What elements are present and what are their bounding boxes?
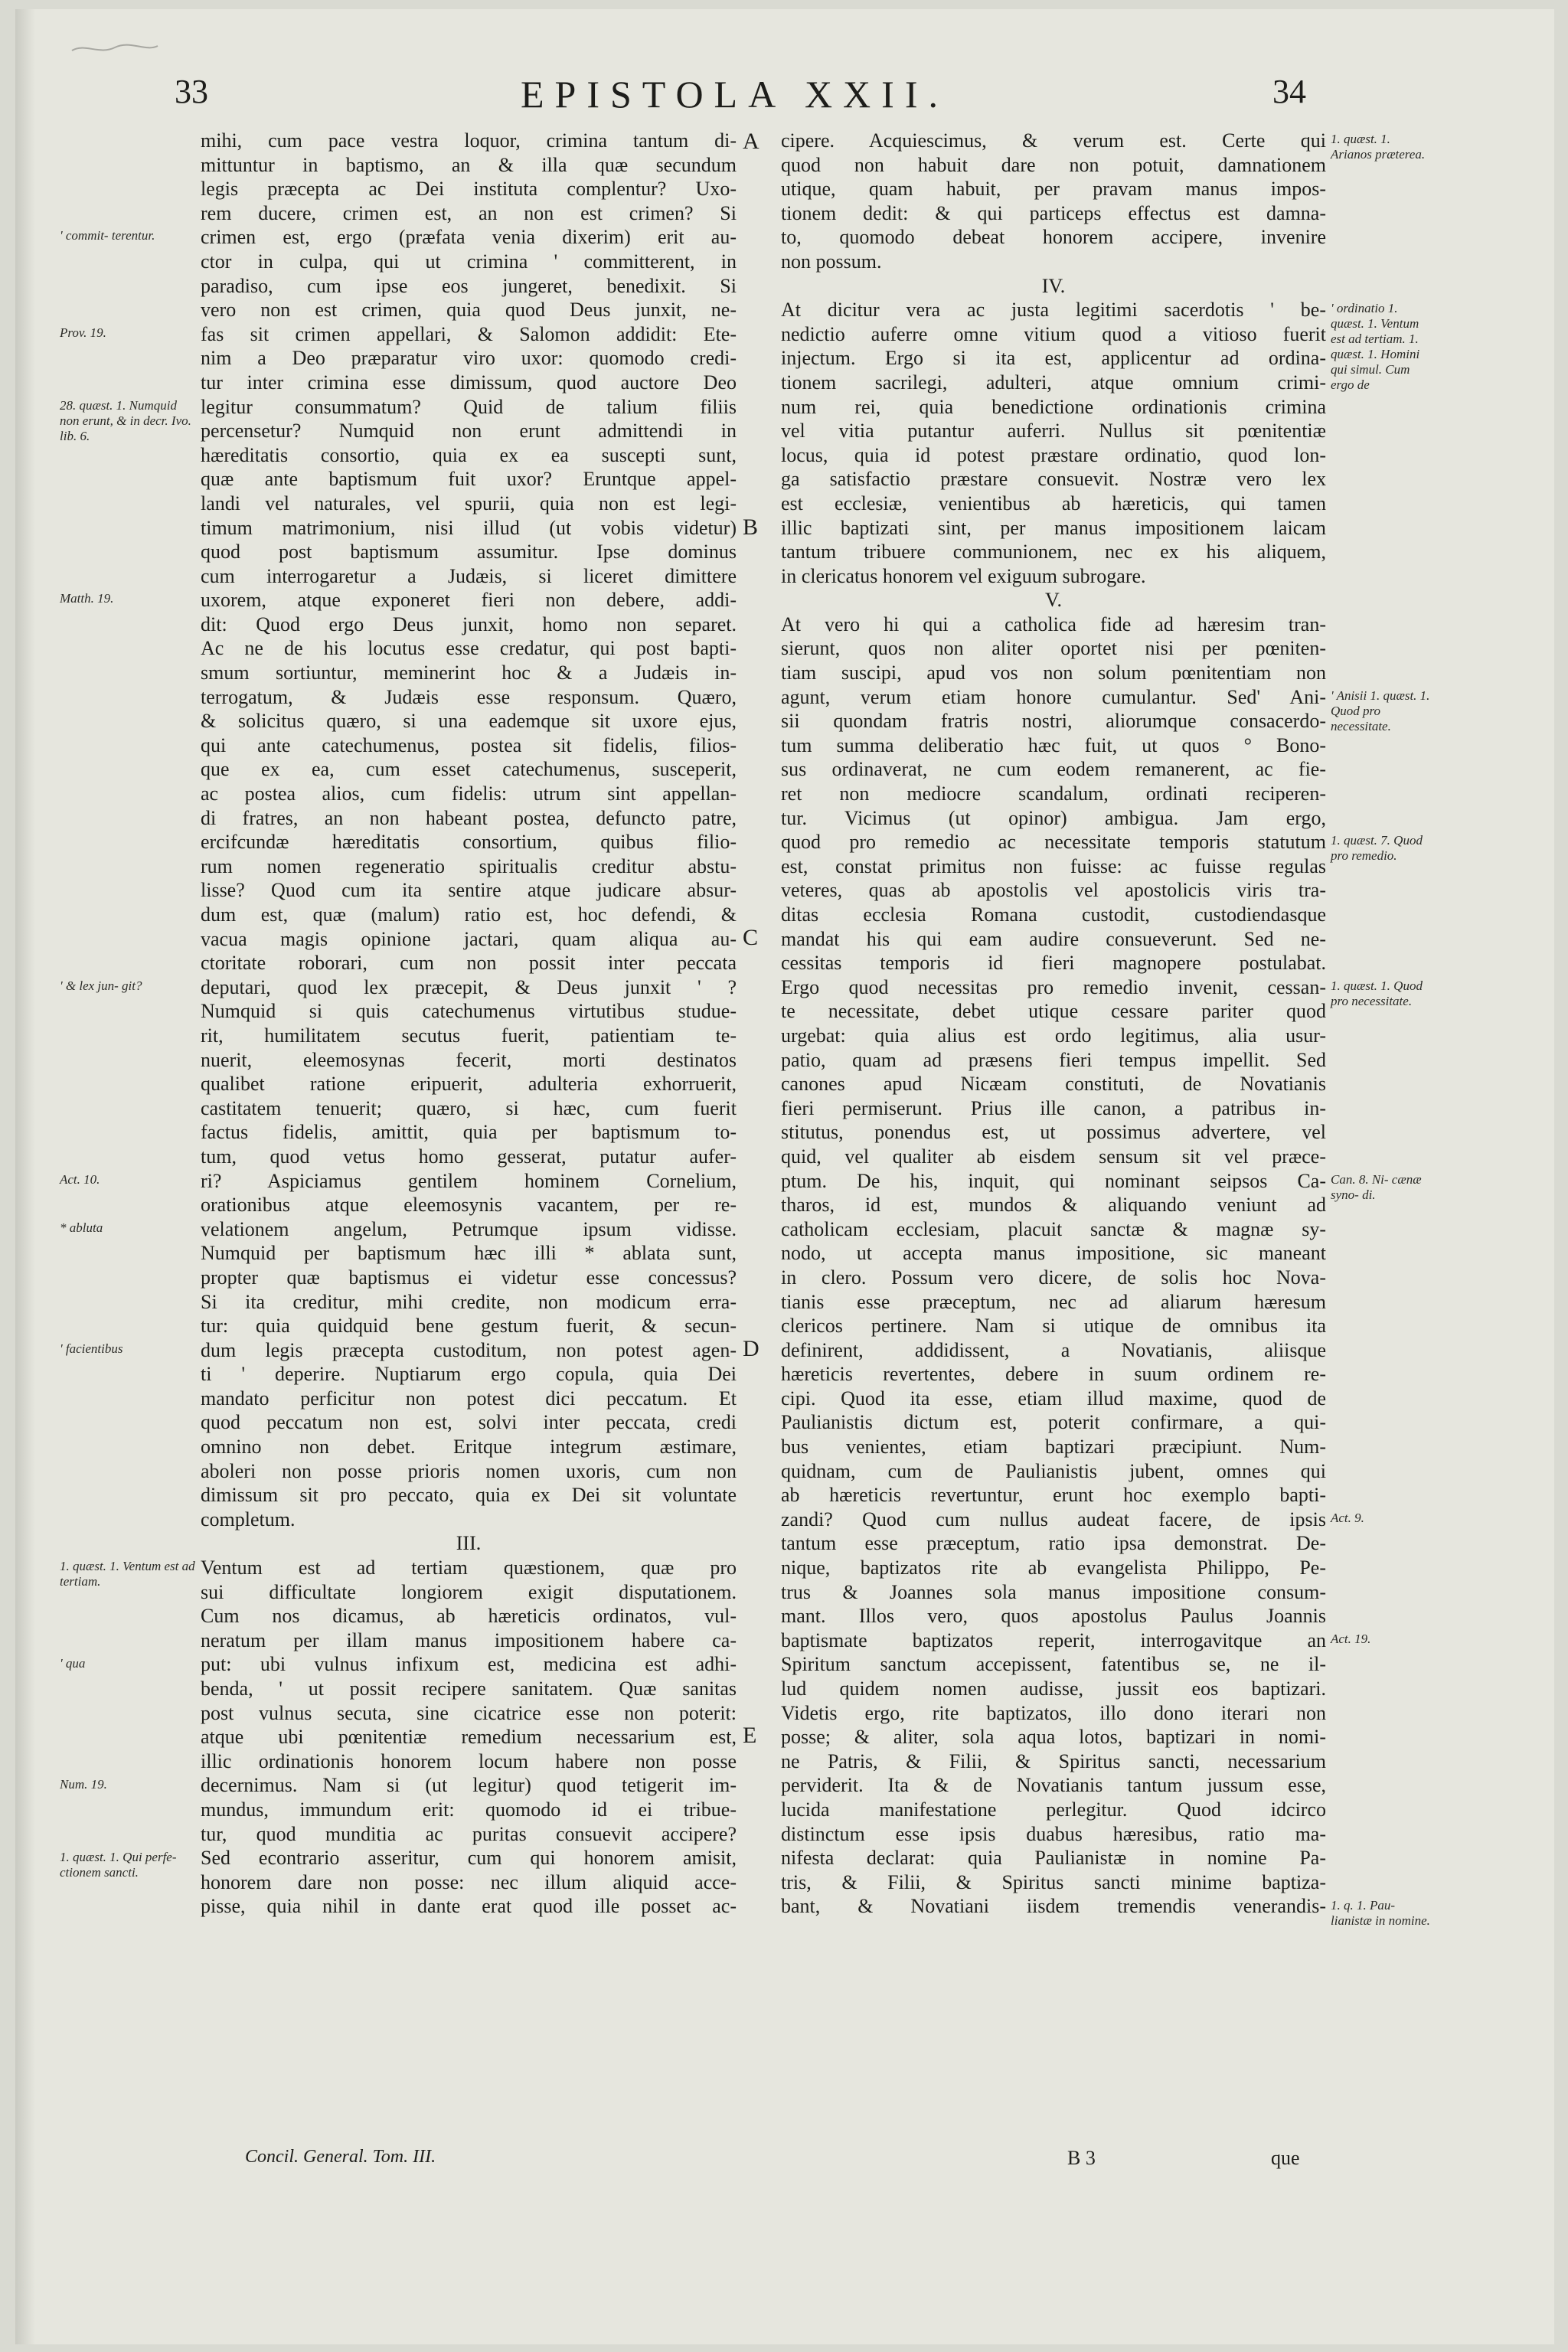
text-line: te necessitate, debet utique cessare pariter quod: [781, 1000, 1326, 1023]
text-line: cum interrogaretur a Judæis, si liceret dimittere: [201, 564, 737, 587]
text-line: Paulianistis dictum est, poterit confirmare, a qui-: [781, 1411, 1326, 1434]
text-line: perviderit. Ita & de Novatianis tantum jussum esse,: [781, 1774, 1326, 1797]
left-text-column: [201, 129, 737, 1919]
text-line: aboleri non posse prioris nomen uxoris, cum non: [201, 1459, 737, 1482]
text-line: tiam suscipi, apud vos non solum pœnitentiam non: [781, 662, 1326, 684]
text-line: illic baptizati sint, per manus impositionem laicam: [781, 516, 1326, 539]
text-line: ctor in culpa, qui ut crimina ' committerent, in: [201, 250, 737, 273]
text-line: legis præcepta ac Dei instituta complentur? Uxo-: [201, 178, 737, 201]
text-line: lud quidem nomen audisse, jussit eos baptizari.: [781, 1677, 1326, 1700]
text-line: tionem dedit: & qui particeps effectus est damna-: [781, 201, 1326, 224]
text-line: tur. Vicimus (ut opinor) ambigua. Jam ergo,: [781, 806, 1326, 829]
text-line: tantum esse præceptum, ratio ipsa demonstrat. De-: [781, 1532, 1326, 1555]
text-line: deputari, quod lex præcepit, & Deus junxit ' ?: [201, 975, 737, 998]
margin-note: Act. 10.: [60, 1171, 100, 1187]
text-line: put: ubi vulnus infixum est, medicina est adhi-: [201, 1653, 737, 1676]
text-line: vel vitia putantur auferri. Nullus sit pœnitentiæ: [781, 420, 1326, 443]
text-line: clericos pertinere. Nam si utique de omnibus ita: [781, 1315, 1326, 1338]
text-line: ne Patris, & Filii, & Spiritus sancti, necessarium: [781, 1749, 1326, 1772]
text-line: tur inter crimina esse dimissum, quod auctore Deo: [201, 371, 737, 394]
text-line: tum summa deliberatio hæc fuit, ut quos ° Bono-: [781, 733, 1326, 756]
margin-note: Act. 19.: [1331, 1632, 1371, 1647]
text-line: bus venientes, etiam baptizari præcipiunt. Num-: [781, 1436, 1326, 1459]
text-line: timum matrimonium, nisi illud (ut vobis videtur): [201, 516, 737, 539]
text-line: nique, baptizatos rite ab evangelista Philippo, Pe-: [781, 1557, 1326, 1579]
text-line: orationibus atque eleemosynis vacantem, per re-: [201, 1194, 737, 1217]
page-number-right: 34: [1272, 73, 1306, 110]
text-line: nodo, ut accepta manus impositione, sic maneant: [781, 1242, 1326, 1265]
margin-note: 1. quæst. 1. Arianos præterea.: [1331, 132, 1426, 162]
text-line: sierunt, quos non aliter oportet nisi per pœniten-: [781, 637, 1326, 660]
text-line: agunt, verum etiam honore cumulantur. Sed' Ani-: [781, 685, 1326, 708]
text-line: Numquid per baptismum hæc illi * ablata sunt,: [201, 1242, 737, 1265]
text-line: tianis esse præceptum, nec ad aliarum hæresum: [781, 1290, 1326, 1313]
margin-note: ' & lex jun- git?: [60, 978, 142, 993]
text-line: bant, & Novatiani iisdem tremendis venerandis-: [781, 1895, 1326, 1918]
text-line: ercifcundæ hæreditatis consortium, quibus filio-: [201, 831, 737, 854]
text-line: dit: Quod ergo Deus junxit, homo non separet.: [201, 612, 737, 635]
margin-note: ' qua: [60, 1655, 86, 1671]
text-line: tionem sacrilegi, adulteri, atque omnium crimi-: [781, 371, 1326, 394]
text-line: dimissum sit pro peccato, quia ex Dei sit voluntate: [201, 1484, 737, 1507]
section-marker-c: C: [743, 925, 759, 950]
text-line: factus fidelis, amittit, quia per baptismum to-: [201, 1121, 737, 1144]
footer-volume: Concil. General. Tom. III.: [245, 2147, 436, 2167]
section-marker-a: A: [743, 129, 760, 154]
book-page: [15, 9, 1554, 2344]
text-line: vacua magis opinione jactari, quam aliqua au-: [201, 927, 737, 950]
text-line: di fratres, an non habeant postea, defuncto patre,: [201, 806, 737, 829]
text-line: velationem angelum, Petrumque ipsum vidisse.: [201, 1217, 737, 1240]
text-line: ga satisfactio præstare consuevit. Nostræ vero lex: [781, 468, 1326, 491]
section-heading: IV.: [1041, 274, 1066, 297]
text-line: nedictio auferre omne vitium quod a vitioso fuerit: [781, 322, 1326, 345]
text-line: cipere. Acquiescimus, & verum est. Certe qui: [781, 129, 1326, 152]
text-line: Ergo quod necessitas pro remedio invenit, cessan-: [781, 975, 1326, 998]
text-line: ditas ecclesia Romana custodit, custodiendasque: [781, 903, 1326, 926]
text-line: ret non mediocre scandalum, ordinati reciperen-: [781, 782, 1326, 805]
text-line: nim a Deo præparatur viro uxor: quomodo credi-: [201, 347, 737, 370]
text-line: mittuntur in baptismo, an & illa quæ secundum: [201, 153, 737, 176]
text-line: crimen est, ergo (præfata venia dixerim) erit au-: [201, 226, 737, 249]
text-line: mundus, immundum erit: quomodo id ei tribue-: [201, 1798, 737, 1821]
page-header: [15, 72, 1554, 118]
text-line: landi vel naturales, vel spurii, quia non est legi-: [201, 492, 737, 514]
text-line: completum.: [201, 1508, 296, 1530]
text-line: ti ' deperire. Nuptiarum ergo copula, quia Dei: [201, 1363, 737, 1386]
text-line: nifesta declarat: quia Paulianistæ in nomine Pa-: [781, 1847, 1326, 1870]
text-line: Videtis ergo, rite baptizatos, illo dono iterari non: [781, 1701, 1326, 1724]
text-line: decernimus. Nam si (ut legitur) quod tetigerit im-: [201, 1774, 737, 1797]
text-line: quidnam, cum de Paulianistis jubent, omnes qui: [781, 1459, 1326, 1482]
text-line: pisse, quia nihil in dante erat quod ille posset ac-: [201, 1895, 737, 1918]
text-line: nuerit, eleemosynas fecerit, morti destinatos: [201, 1048, 737, 1071]
text-line: propter quæ baptismus ei videtur esse concessus?: [201, 1266, 737, 1289]
text-line: lucida manifestatione perlegitur. Quod idcirco: [781, 1798, 1326, 1821]
text-line: est ecclesiæ, venientibus ab hæreticis, qui tamen: [781, 492, 1326, 514]
margin-note: ' facientibus: [60, 1341, 123, 1356]
margin-note: 28. quæst. 1. Numquid non erunt, & in decr. Ivo. lib. 6.: [60, 397, 191, 443]
text-line: paradiso, cum ipse eos jungeret, benedixit. Si: [201, 274, 737, 297]
text-line: sii quondam fratris nostri, aliorumque consacerdo-: [781, 710, 1326, 733]
text-line: & solicitus quæro, si una eademque sit uxore ejus,: [201, 710, 737, 733]
margin-note: Num. 19.: [60, 1776, 107, 1792]
text-line: qualibet ratione eripuerit, adulteria exhorruerit,: [201, 1073, 737, 1096]
text-line: quæ ante baptismum fuit uxor? Eruntque appel-: [201, 468, 737, 491]
text-line: hæreticis revertentes, debere in suum ordinem re-: [781, 1363, 1326, 1386]
text-line: terrogatum, & Judæis esse responsum. Quæro,: [201, 685, 737, 708]
margin-note: ' commit- terentur.: [60, 228, 155, 243]
text-line: quod peccatum non est, solvi inter peccata, credi: [201, 1411, 737, 1434]
text-line: rum nomen regeneratio spiritualis creditur abstu-: [201, 854, 737, 877]
text-line: in clero. Possum vero dicere, de solis hoc Nova-: [781, 1266, 1326, 1289]
text-line: Si ita creditur, mihi credite, non modicum erra-: [201, 1290, 737, 1313]
text-line: injectum. Ergo si ita est, applicentur ad ordina-: [781, 347, 1326, 370]
text-line: castitatem tenuerit; quæro, si hæc, cum fuerit: [201, 1096, 737, 1119]
text-line: baptismate baptizatos reperit, interrogavitque an: [781, 1628, 1326, 1651]
margin-note: 1. quæst. 7. Quod pro remedio.: [1331, 833, 1423, 864]
text-line: in clericatus honorem vel exiguum subrogare.: [781, 564, 1146, 587]
text-line: uxorem, atque exponeret fieri non debere, addi-: [201, 589, 737, 612]
text-line: tris, & Filii, & Spiritus sancti minime baptiza-: [781, 1870, 1326, 1893]
text-line: utique, quam habuit, per pravam manus impos-: [781, 178, 1326, 201]
text-line: quod non habuit dare non potuit, damnationem: [781, 153, 1326, 176]
text-line: posse; & aliter, sola aqua lotos, baptizari in nomi-: [781, 1726, 1326, 1749]
text-line: Ac ne de his locutus esse credatur, qui post bapti-: [201, 637, 737, 660]
text-line: percensetur? Numquid non erunt admittendi in: [201, 420, 737, 443]
text-line: rem ducere, crimen est, an non est crimen? Si: [201, 201, 737, 224]
margin-note: Can. 8. Ni- cænæ syno- di.: [1331, 1171, 1422, 1202]
text-line: mandat his qui eam audire consueverunt. Sed ne-: [781, 927, 1326, 950]
text-line: benda, ' ut possit recipere sanitatem. Quæ sanitas: [201, 1677, 737, 1700]
margin-note: ' ordinatio 1. quæst. 1. Ventum est ad tertiam. 1. quæst. 1. Homini qui simul. Cum ergo de: [1331, 301, 1420, 393]
margin-note: ' Anisii 1. quæst. 1. Quod pro necessitate.: [1331, 688, 1430, 733]
text-line: stitutus, ponendus est, ut possimus advertere, vel: [781, 1121, 1326, 1144]
section-heading: III.: [456, 1532, 482, 1555]
text-line: smum sortiuntur, meminerint hoc & a Judæis in-: [201, 662, 737, 684]
text-line: Spiritum sanctum accepissent, fatentibus se, ne il-: [781, 1653, 1326, 1676]
page-number-left: 33: [175, 73, 208, 110]
text-line: omnino non debet. Eritque integrum æstimare,: [201, 1436, 737, 1459]
ink-smudge-decoration: [69, 40, 161, 58]
text-line: honorem dare non posse: nec illum aliquid acce-: [201, 1870, 737, 1893]
text-line: rit, humilitatem secutus fuerit, patientiam te-: [201, 1024, 737, 1047]
text-line: patio, quam ad præsens fieri tempus impellit. Sed: [781, 1048, 1326, 1071]
section-marker-b: B: [743, 514, 759, 540]
margin-note: 1. quæst. 1. Ventum est ad tertiam.: [60, 1559, 195, 1589]
section-marker-e: E: [743, 1723, 757, 1748]
text-line: hæreditatis consortio, quia ex ea suscepti sunt,: [201, 443, 737, 466]
text-line: ptum. De his, inquit, qui nominant seipsos Ca-: [781, 1169, 1326, 1192]
text-line: zandi? Quod cum nullus audeat facere, de ipsis: [781, 1508, 1326, 1530]
text-line: ri? Aspiciamus gentilem hominem Cornelium,: [201, 1169, 737, 1192]
text-line: locus, quia id potest præstare ordinatio, quod lon-: [781, 443, 1326, 466]
text-line: tur, quod munditia ac puritas consuevit accipere?: [201, 1822, 737, 1845]
text-line: cipi. Quod ita esse, etiam illud maxime, quod de: [781, 1387, 1326, 1410]
right-text-column: [781, 129, 1326, 1919]
text-line: mihi, cum pace vestra loquor, crimina tantum di-: [201, 129, 737, 152]
text-line: definirent, addidissent, a Novatianis, aliisque: [781, 1338, 1326, 1361]
text-line: non possum.: [781, 250, 882, 273]
text-line: catholicam ecclesiam, placuit sanctæ & magnæ sy-: [781, 1217, 1326, 1240]
text-line: fieri permiserunt. Prius ille canon, a patribus in-: [781, 1096, 1326, 1119]
text-line: At dicitur vera ac justa legitimi sacerdotis ' be-: [781, 299, 1326, 322]
catchword: que: [1271, 2147, 1300, 2169]
text-line: mandato perficitur non potest dici peccatum. Et: [201, 1387, 737, 1410]
text-line: trus & Joannes sola manus impositione consum-: [781, 1580, 1326, 1603]
margin-note: 1. quæst. 1. Quod pro necessitate.: [1331, 978, 1423, 1008]
text-line: cessitas temporis id fieri magnopere postulabat.: [781, 952, 1326, 975]
text-line: quod post baptismum assumitur. Ipse dominus: [201, 541, 737, 564]
text-line: sui difficultate longiorem exigit disputationem.: [201, 1580, 737, 1603]
text-line: lisse? Quod cum ita sentire atque judicare absur-: [201, 879, 737, 902]
text-line: vero non est crimen, quia quod Deus junxit, ne-: [201, 299, 737, 322]
running-title: EPISTOLA XXII.: [521, 73, 949, 116]
text-line: ab hæreticis revertuntur, erunt hoc exemplo bapti-: [781, 1484, 1326, 1507]
text-line: veteres, quas ab apostolis vel apostolicis viris tra-: [781, 879, 1326, 902]
margin-note: Prov. 19.: [60, 325, 106, 340]
section-marker-d: D: [743, 1336, 760, 1361]
text-line: tur: quia quidquid bene gestum fuerit, & secun-: [201, 1315, 737, 1338]
text-line: sus ordinaverat, ne cum eodem remanerent, ac fie-: [781, 758, 1326, 781]
text-line: quid, vel qualiter ab eisdem sensum sit vel præce-: [781, 1145, 1326, 1168]
text-line: qui ante catechumenus, postea sit fidelis, filios-: [201, 733, 737, 756]
text-line: Sed econtrario asseritur, cum qui honorem amisit,: [201, 1847, 737, 1870]
text-line: distinctum esse ipsis duabus hæresibus, ratio ma-: [781, 1822, 1326, 1845]
text-line: quod pro remedio ac necessitate temporis statutum: [781, 831, 1326, 854]
text-line: Numquid si quis catechumenus virtutibus studue-: [201, 1000, 737, 1023]
margin-note: Act. 9.: [1331, 1511, 1364, 1526]
text-line: dum est, quæ (malum) ratio est, hoc defendi, &: [201, 903, 737, 926]
text-line: dum legis præcepta custoditum, non potest agen-: [201, 1338, 737, 1361]
text-line: urgebat: quia alius est ordo legitimus, alia usur-: [781, 1024, 1326, 1047]
margin-note: Matth. 19.: [60, 591, 114, 606]
text-line: to, quomodo debeat honorem accipere, invenire: [781, 226, 1326, 249]
text-line: que ex ea, cum esset catechumenus, susceperit,: [201, 758, 737, 781]
text-line: tum, quod vetus homo gesserat, putatur aufer-: [201, 1145, 737, 1168]
margin-note: * abluta: [60, 1220, 103, 1235]
text-line: fas sit crimen appellari, & Salomon addidit: Ete-: [201, 322, 737, 345]
text-line: At vero hi qui a catholica fide ad hæresim tran-: [781, 612, 1326, 635]
text-line: ctoritate roborari, cum non possit inter peccata: [201, 952, 737, 975]
text-line: legitur consummatum? Quid de talium filiis: [201, 395, 737, 418]
text-line: num rei, quia benedictione ordinationis crimina: [781, 395, 1326, 418]
text-line: canones apud Nicæam constituti, de Novatianis: [781, 1073, 1326, 1096]
signature-mark: B 3: [1067, 2147, 1096, 2169]
margin-note: 1. quæst. 1. Qui perfe- ctionem sancti.: [60, 1849, 177, 1880]
margin-note: 1. q. 1. Pau- lianistæ in nomine.: [1331, 1897, 1430, 1928]
text-line: atque ubi pœnitentiæ remedium necessarium est,: [201, 1726, 737, 1749]
text-line: neratum per illam manus impositionem habere ca-: [201, 1628, 737, 1651]
text-line: Ventum est ad tertiam quæstionem, quæ pro: [201, 1557, 737, 1579]
text-line: est, constat primitus non fuisse: ac fuisse regulas: [781, 854, 1326, 877]
text-line: mant. Illos vero, quos apostolus Paulus Joannis: [781, 1605, 1326, 1628]
text-line: ac postea alios, cum fidelis: utrum sint appellan-: [201, 782, 737, 805]
text-line: tharos, id est, mundos & aliquando veniunt ad: [781, 1194, 1326, 1217]
text-line: tantum tribuere communionem, nec ex his aliquem,: [781, 541, 1326, 564]
gutter-shadow: [15, 9, 35, 2344]
text-line: Cum nos dicamus, ab hæreticis ordinatos, vul-: [201, 1605, 737, 1628]
text-line: illic ordinationis honorem locum habere non posse: [201, 1749, 737, 1772]
text-line: post vulnus secuta, sine cicatrice esse non poterit:: [201, 1701, 737, 1724]
section-heading: V.: [1045, 589, 1062, 612]
